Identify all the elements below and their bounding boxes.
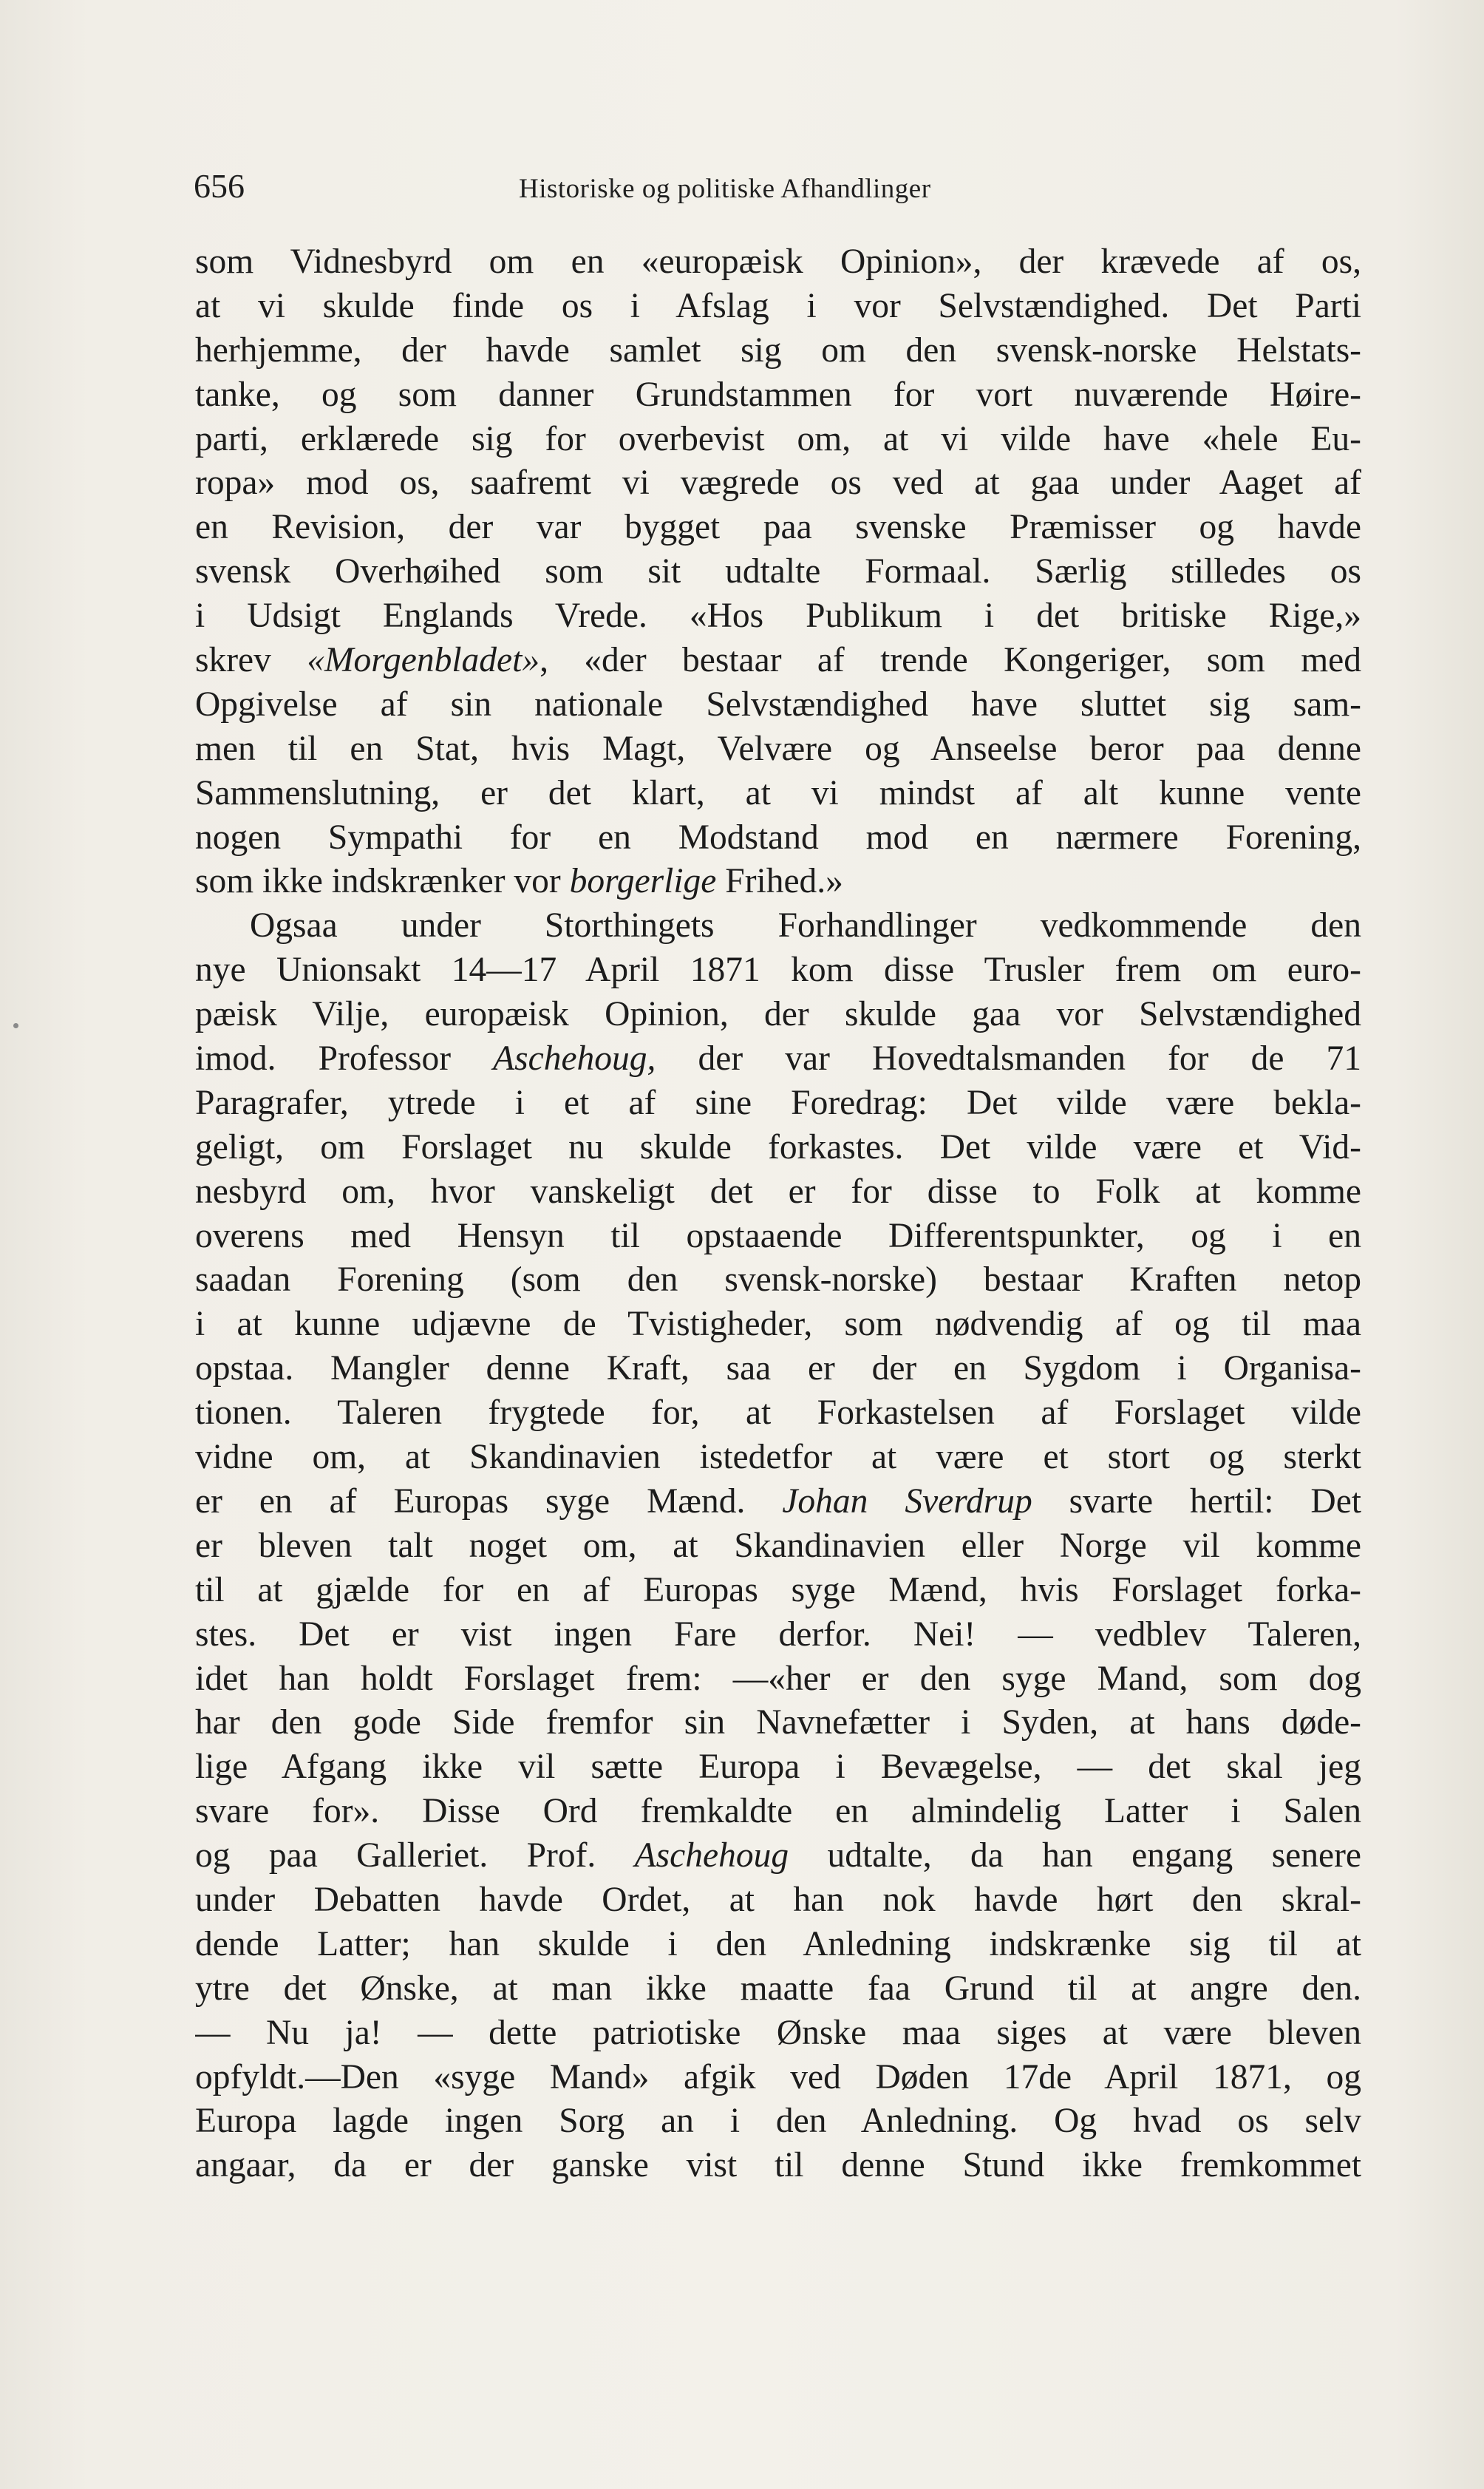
text-line: men til en Stat, hvis Magt, Velvære og Anseelse beror paa denne: [195, 729, 1361, 768]
text-line: [195, 1037, 1361, 1081]
text-line: overens med Hensyn til opstaaende Differentspunkter, og i en: [195, 1216, 1361, 1255]
text-line: Europa lagde ingen Sorg an i den Anledning. Og hvad os selv: [195, 2102, 1361, 2141]
text-line: nogen Sympathi for en Modstand mod en nærmere Forening,: [195, 818, 1361, 857]
italic-person-name: Aschehoug,: [493, 1039, 656, 1079]
italic-emphasis: borgerlige: [569, 862, 717, 901]
text-line: Paragrafer, ytrede i et af sine Foredrag: Det vilde være bekla-: [195, 1083, 1361, 1122]
text-line: saadan Forening (som den svensk-norske) bestaar Kraften netop: [195, 1260, 1361, 1300]
text-line: er bleven talt noget om, at Skandinavien eller Norge vil komme: [195, 1526, 1361, 1565]
text-line: tionen. Taleren frygtede for, at Forkastelsen af Forslaget vilde: [195, 1393, 1361, 1433]
text-line: stes. Det er vist ingen Fare derfor. Nei! — vedblev Taleren,: [195, 1614, 1361, 1654]
text-line: idet han holdt Forslaget frem: —«her er den syge Mand, som dog: [195, 1659, 1361, 1698]
text-line: ropa» mod os, saafremt vi vægrede os ved at gaa under Aaget af: [195, 463, 1361, 503]
text-line: opstaa. Mangler denne Kraft, saa er der en Sygdom i Organisa-: [195, 1349, 1361, 1388]
text-line: svare for». Disse Ord fremkaldte en almindelig Latter i Salen: [195, 1792, 1361, 1831]
body-text: [195, 240, 1361, 2188]
text-segment: og paa Galleriet. Prof.: [195, 1836, 635, 1875]
text-segment: der var Hovedtalsmanden for de 71: [656, 1039, 1361, 1079]
text-line: en Revision, der var bygget paa svenske Præmisser og havde: [195, 508, 1361, 547]
text-segment: , «der bestaar af trende Kongeriger, som med: [540, 641, 1361, 680]
text-line: har den gode Side fremfor sin Navnefætter i Syden, at hans døde-: [195, 1703, 1361, 1742]
text-segment: udtalte, da han engang senere: [789, 1836, 1361, 1875]
text-line: til at gjælde for en af Europas syge Mænd, hvis Forslaget forka-: [195, 1570, 1361, 1609]
text-segment: svarte hertil: Det: [1032, 1481, 1361, 1521]
paragraph-start-line: Ogsaa under Storthingets Forhandlinger vedkommende den: [250, 906, 1361, 945]
text-line: som Vidnesbyrd om en «europæisk Opinion», der krævede af os,: [195, 242, 1361, 281]
italic-person-name: Johan Sverdrup: [782, 1481, 1032, 1521]
text-segment: er en af Europas syge Mænd.: [195, 1481, 783, 1521]
text-line: Sammenslutning, er det klart, at vi mindst af alt kunne vente: [195, 773, 1361, 812]
text-line: under Debatten havde Ordet, at han nok havde hørt den skral-: [195, 1880, 1361, 1919]
text-line: parti, erklærede sig for overbevist om, at vi vilde have «hele Eu-: [195, 419, 1361, 458]
italic-person-name: Aschehoug: [634, 1836, 789, 1875]
text-segment: Frihed.»: [716, 862, 843, 901]
text-line: svensk Overhøihed som sit udtalte Formaal. Særlig stilledes os: [195, 552, 1361, 591]
text-line: lige Afgang ikke vil sætte Europa i Bevægelse, — det skal jeg: [195, 1748, 1361, 1787]
text-line: opfyldt.—Den «syge Mand» afgik ved Døden 17de April 1871, og: [195, 2057, 1361, 2096]
text-line: dende Latter; han skulde i den Anledning indskrænke sig til at: [195, 1924, 1361, 1963]
text-line: herhjemme, der havde samlet sig om den svensk-norske Helstats-: [195, 330, 1361, 370]
text-line: nesbyrd om, hvor vanskeligt det er for disse to Folk at komme: [195, 1172, 1361, 1211]
text-line: angaar, da er der ganske vist til denne Stund ikke fremkommet: [195, 2146, 1361, 2185]
page-number: 656: [194, 167, 245, 205]
text-line: Opgivelse af sin nationale Selvstændighed have sluttet sig sam-: [195, 685, 1361, 724]
text-segment: skrev: [195, 641, 307, 680]
text-line: i Udsigt Englands Vrede. «Hos Publikum i det britiske Rige,»: [195, 597, 1361, 636]
text-segment: som ikke indskrænker vor: [195, 862, 570, 901]
text-line: i at kunne udjævne de Tvistigheder, som nødvendig af og til maa: [195, 1305, 1361, 1344]
text-segment: imod. Professor: [195, 1039, 494, 1079]
margin-speck: [13, 1023, 18, 1028]
page-header: [194, 164, 1361, 208]
text-line: [195, 639, 1361, 683]
text-line: nye Unionsakt 14—17 April 1871 kom disse Trusler frem om euro-: [195, 951, 1361, 990]
text-line: vidne om, at Skandinavien istedetfor at være et stort og sterkt: [195, 1438, 1361, 1477]
text-line: ytre det Ønske, at man ikke maatte faa Grund til at angre den.: [195, 1969, 1361, 2008]
running-title: Historiske og politiske Afhandlinger: [519, 174, 931, 204]
text-line: [195, 1480, 1361, 1524]
text-line: [195, 1834, 1361, 1878]
italic-newspaper-name: «Morgenbladet»: [307, 641, 540, 680]
text-line: at vi skulde finde os i Afslag i vor Selvstændighed. Det Parti: [195, 286, 1361, 325]
text-line: [195, 860, 1361, 904]
text-line: pæisk Vilje, europæisk Opinion, der skulde gaa vor Selvstændighed: [195, 995, 1361, 1034]
text-line: tanke, og som danner Grundstammen for vort nuværende Høire-: [195, 375, 1361, 414]
text-line: geligt, om Forslaget nu skulde forkastes. Det vilde være et Vid-: [195, 1127, 1361, 1167]
text-line: — Nu ja! — dette patriotiske Ønske maa siges at være bleven: [195, 2013, 1361, 2052]
